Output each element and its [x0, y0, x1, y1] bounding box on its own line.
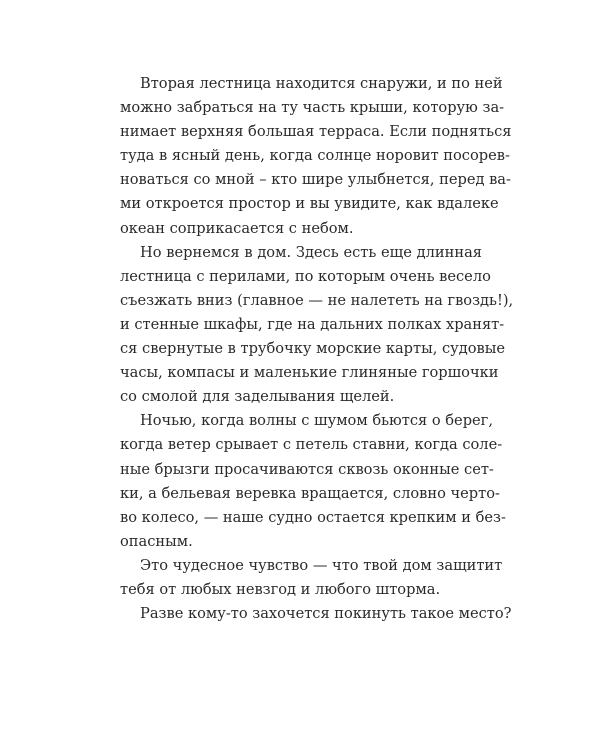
text-line: нимает верхняя большая терраса. Если подняться: [120, 123, 512, 141]
text-line: опасным.: [120, 532, 193, 550]
text-line: ся свернутые в трубочку морские карты, судовые: [120, 340, 505, 358]
text-line: съезжать вниз (главное — не налететь на гвоздь!),: [120, 291, 514, 309]
text-line: Вторая лестница находится снаружи, и по ней: [140, 75, 503, 92]
paragraph-3: [120, 409, 506, 554]
text-line: тебя от любых невзгод и любого шторма.: [120, 580, 441, 598]
text-line: Но вернемся в дом. Здесь есть еще длинная: [140, 243, 482, 261]
text-line: ми откроется простор и вы увидите, как вдалеке: [120, 195, 499, 213]
text-line: можно забраться на ту часть крыши, которую за-: [120, 99, 505, 117]
text-line: новаться со мной – кто шире улыбнется, перед ва-: [120, 171, 511, 189]
text-line: когда ветер срывает с петель ставни, когда соле-: [120, 436, 503, 454]
paragraph-5: [120, 602, 512, 626]
text-line: Разве кому-то захочется покинуть такое место?: [140, 605, 512, 623]
text-line: и стенные шкафы, где на дальних полках хранят-: [120, 315, 505, 333]
text-line: часы, компасы и маленькие глиняные горшочки: [120, 364, 499, 382]
body-text: [120, 72, 514, 626]
text-line: Ночью, когда волны с шумом бьются о берег,: [140, 412, 493, 430]
paragraph-4: [120, 554, 503, 602]
text-line: ки, а бельевая веревка вращается, словно черто-: [120, 484, 500, 502]
text-line: Это чудесное чувство — что твой дом защитит: [140, 556, 503, 574]
paragraph-2: [120, 241, 514, 410]
text-line: океан соприкасается с небом.: [120, 219, 354, 237]
text-line: лестница с перилами, по которым очень весело: [120, 267, 491, 285]
text-line: ные брызги просачиваются сквозь оконные сет-: [120, 460, 494, 478]
text-line: со смолой для заделывания щелей.: [120, 388, 395, 406]
paragraph-1: [120, 72, 512, 241]
text-line: во колесо, — наше судно остается крепким и без-: [120, 508, 506, 526]
text-line: туда в ясный день, когда солнце норовит посорев-: [120, 147, 510, 165]
